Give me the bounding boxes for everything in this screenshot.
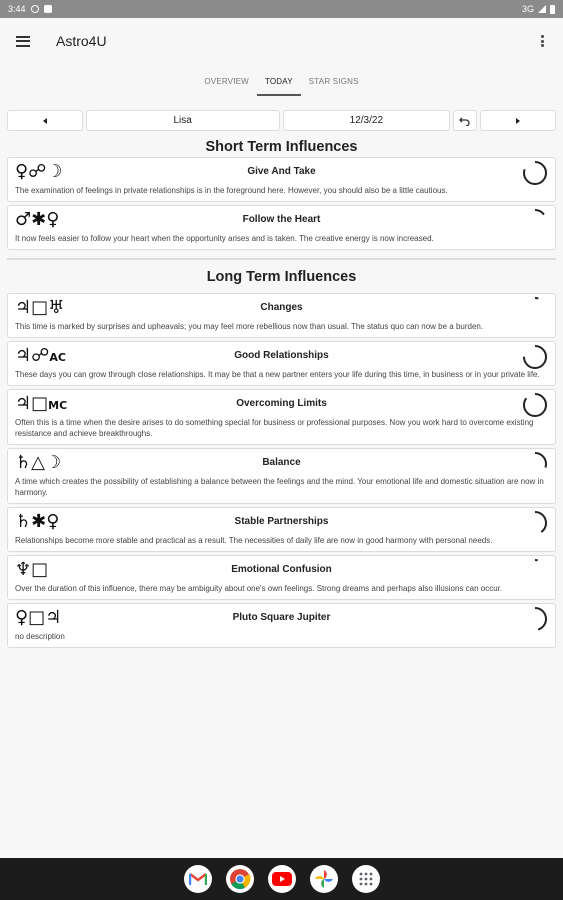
card-header	[15, 393, 548, 417]
app-drawer-icon[interactable]	[352, 865, 380, 893]
influence-description: Relationships become more stable and practical as a result. The necessities of daily life are now in good harmony with personal needs.	[15, 536, 493, 545]
progress-arc	[524, 453, 546, 475]
influence-card[interactable]	[7, 293, 556, 338]
date-controls	[0, 110, 563, 131]
influence-description: Often this is a time when the desire arises to do something special for business or professional purposes. Now you work hard to overcome existing resistance and achieve breakthroughs.	[15, 418, 534, 438]
influence-description: This time is marked by surprises and upheavals; you may feel more rebellious now than usual. The status quo can now be a burden.	[15, 322, 484, 331]
status-time: 3:44	[8, 4, 26, 14]
card-header	[15, 209, 548, 233]
influence-title: Overcoming Limits	[236, 398, 327, 409]
astro-symbols-icon	[15, 393, 67, 417]
influence-title: Pluto Square Jupiter	[232, 612, 331, 623]
tab-overview[interactable]: OVERVIEW	[204, 77, 249, 86]
signal-icon	[538, 5, 546, 13]
influence-progress-ring	[522, 558, 548, 584]
hamburger-menu-icon[interactable]	[16, 36, 30, 47]
astro-point-label: AC	[49, 351, 66, 364]
tab-bar	[0, 64, 563, 96]
short-term-title: Short Term Influences	[205, 139, 358, 155]
influence-progress-ring	[522, 208, 548, 234]
status-bar	[0, 0, 563, 18]
app-bar	[0, 18, 563, 64]
astro-symbols-icon	[15, 452, 61, 474]
previous-button[interactable]	[7, 110, 83, 131]
astro-symbols: ♆□	[15, 559, 49, 580]
notification-icon	[31, 5, 39, 13]
influence-title: Stable Partnerships	[234, 516, 329, 527]
influence-card[interactable]	[7, 157, 556, 202]
astro-symbols-icon	[15, 297, 64, 319]
tab-star-signs[interactable]: STAR SIGNS	[308, 77, 359, 86]
influence-card[interactable]	[7, 205, 556, 250]
influence-title: Follow the Heart	[242, 214, 321, 225]
astro-symbols: ♀□♃	[15, 607, 62, 628]
overflow-menu-icon[interactable]	[541, 35, 545, 47]
influence-progress-ring	[522, 510, 548, 536]
influence-description: no description	[15, 632, 65, 641]
influence-title: Good Relationships	[234, 350, 329, 361]
influence-title: Changes	[260, 302, 303, 313]
astro-symbols: ♄✱♀	[15, 511, 60, 532]
date-selector[interactable]: 12/3/22	[283, 110, 451, 131]
long-term-title: Long Term Influences	[206, 269, 357, 285]
influence-description: Over the duration of this influence, there may be ambiguity about one's own feelings. Strong dreams and perhaps also illusions can occur.	[15, 584, 503, 593]
next-button[interactable]	[480, 110, 556, 131]
influence-card[interactable]	[7, 341, 556, 386]
long-term-list	[0, 293, 563, 648]
influence-card[interactable]	[7, 507, 556, 552]
card-header	[15, 297, 548, 321]
gmail-icon[interactable]	[184, 865, 212, 893]
influence-progress-ring	[522, 392, 548, 418]
network-type: 3G	[521, 4, 534, 14]
astro-symbols-icon	[15, 607, 61, 629]
astro-symbols: ♃□♅	[15, 297, 65, 318]
astro-symbols-icon	[15, 209, 59, 231]
influence-title: Balance	[262, 457, 301, 468]
influence-progress-ring	[522, 296, 548, 322]
tab-today[interactable]: TODAY	[257, 77, 301, 96]
card-header	[15, 559, 548, 583]
chevron-left-icon	[43, 118, 47, 124]
battery-icon	[550, 5, 555, 14]
progress-arc	[524, 210, 546, 232]
astro-symbols: ♀☍☽	[15, 161, 63, 182]
card-header	[15, 607, 548, 631]
astro-symbols: ♂✱♀	[15, 209, 60, 230]
astro-symbols: ♃☍	[15, 345, 50, 366]
astro-symbols-icon	[15, 345, 66, 369]
progress-arc	[524, 512, 546, 534]
influence-progress-ring	[522, 451, 548, 477]
influence-progress-ring	[522, 606, 548, 632]
astro-symbols-icon	[15, 161, 63, 183]
youtube-icon[interactable]	[268, 865, 296, 893]
influence-card[interactable]	[7, 555, 556, 600]
chevron-right-icon	[516, 118, 520, 124]
card-header	[15, 452, 548, 476]
influence-progress-ring	[522, 160, 548, 186]
progress-arc	[524, 608, 546, 630]
astro-point-label: MC	[48, 399, 68, 412]
astro-symbols-icon	[15, 559, 48, 581]
astro-symbols: ♄△☽	[15, 452, 62, 473]
influence-title: Give And Take	[247, 166, 316, 177]
influence-description: It now feels easier to follow your heart when the opportunity arises and is taken. The creative energy is now increased.	[15, 234, 434, 243]
influence-title: Emotional Confusion	[231, 564, 332, 575]
undo-button[interactable]	[453, 110, 477, 131]
progress-arc	[524, 394, 546, 416]
influence-card[interactable]	[7, 448, 556, 504]
dock	[0, 858, 563, 900]
influence-description: A time which creates the possibility of establishing a balance between the feelings and the mind. Your emotional life and domestic situation are now in harmony.	[15, 477, 544, 497]
short-term-list	[0, 157, 563, 250]
influence-description: These days you can grow through close relationships. It may be that a new partner enters your life during this time, in business or in your private life.	[15, 370, 540, 379]
card-header	[15, 161, 548, 185]
app-title: Astro4U	[56, 33, 107, 49]
card-header	[15, 345, 548, 369]
undo-icon	[459, 116, 471, 126]
astro-symbols-icon	[15, 511, 59, 533]
progress-arc	[524, 162, 546, 184]
influence-description: The examination of feelings in private relationships is in the foreground here. However, you should also be a little cautious.	[15, 186, 448, 195]
progress-arc	[524, 298, 546, 320]
progress-arc	[524, 560, 546, 582]
chrome-icon[interactable]	[226, 865, 254, 893]
influence-progress-ring	[522, 344, 548, 370]
card-header	[15, 511, 548, 535]
astro-symbols: ♃□	[15, 393, 49, 414]
progress-arc	[524, 346, 546, 368]
influence-card[interactable]	[7, 603, 556, 648]
clipboard-icon	[44, 5, 52, 13]
influence-card[interactable]	[7, 389, 556, 445]
photos-icon[interactable]	[310, 865, 338, 893]
section-divider	[7, 258, 556, 260]
person-selector[interactable]: Lisa	[86, 110, 280, 131]
